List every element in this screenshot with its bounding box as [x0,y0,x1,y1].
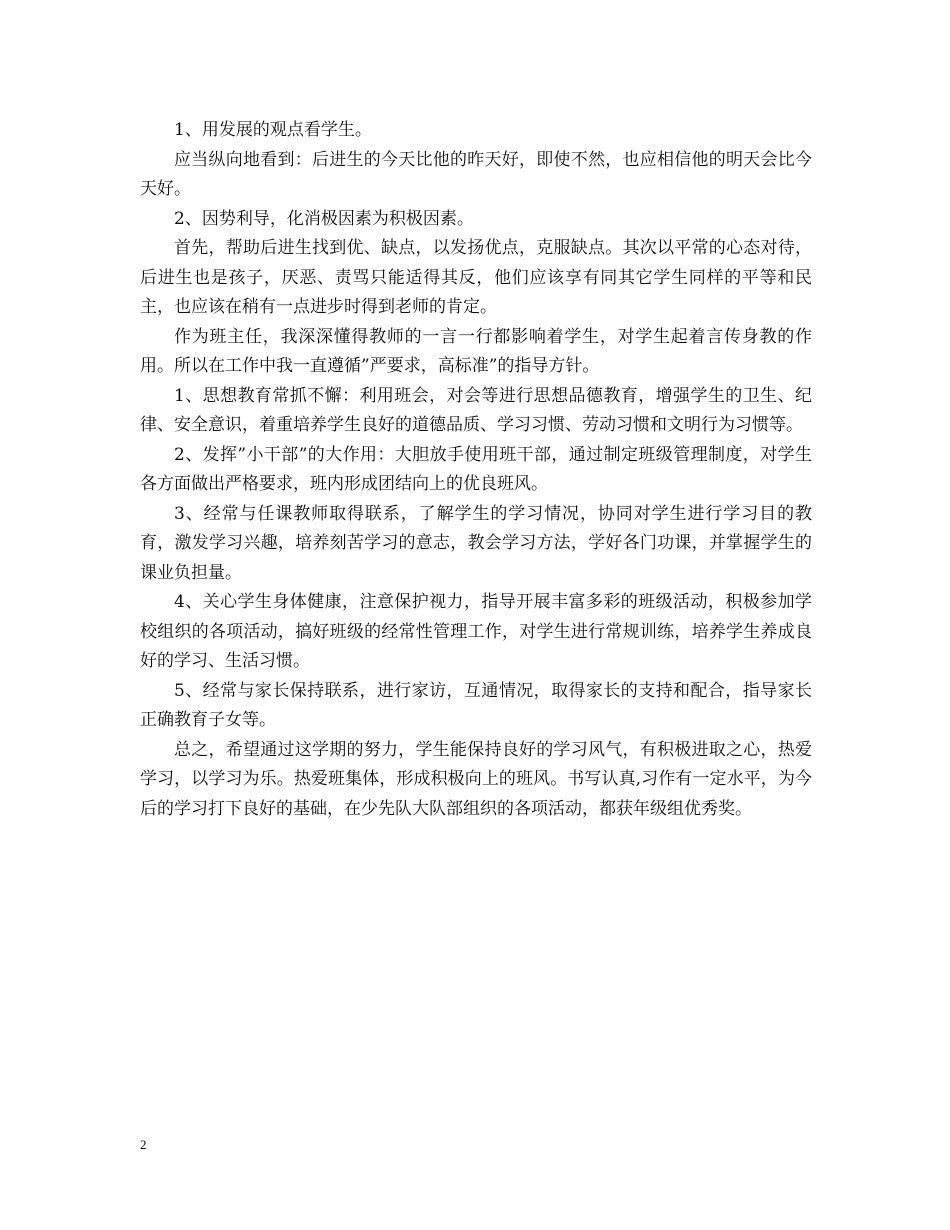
paragraph-7: 2、发挥”小干部”的大作用：大胆放手使用班干部，通过制定班级管理制度，对学生各方面做出严格要求，班内形成团结向上的优良班风。 [140,444,812,494]
paragraph-11: 总之，希望通过这学期的努力，学生能保持良好的学习风气，有积极进取之心，热爱学习，以学习为乐。热爱班集体，形成积极向上的班风。书写认真,习作有一定水平，为今后的学习打下良好的基础，在少先队大队部组织的各项活动，都获年级组优秀奖。 [140,739,812,819]
paragraph-10: 5、经常与家长保持联系，进行家访，互通情况，取得家长的支持和配合，指导家长正确教育子女等。 [140,680,812,730]
paragraph-2: 应当纵向地看到：后进生的今天比他的昨天好，即使不然，也应相信他的明天会比今天好。 [140,149,812,199]
paragraph-1: 1、用发展的观点看学生。 [174,120,372,140]
page-number: 2 [140,1137,147,1152]
paragraph-3: 2、因势利导，化消极因素为积极因素。 [174,208,474,229]
document-body [140,116,812,824]
paragraph-9: 4、关心学生身体健康，注意保护视力，指导开展丰富多彩的班级活动，积极参加学校组织的各项活动，搞好班级的经常性管理工作，对学生进行常规训练，培养学生养成良好的学习、生活习惯。 [140,592,812,671]
paragraph-4: 首先，帮助后进生找到优、缺点，以发扬优点，克服缺点。其次以平常的心态对待，后进生也是孩子，厌恶、责骂只能适得其反，他们应该享有同其它学生同样的平等和民主，也应该在稍有一点进步时得到老师的肯定。 [140,238,812,317]
paragraph-8: 3、经常与任课教师取得联系，了解学生的学习情况，协同对学生进行学习目的教育，激发学习兴趣，培养刻苦学习的意志，教会学习方法，学好各门功课，并掌握学生的课业负担量。 [140,503,812,583]
paragraph-6: 1、思想教育常抓不懈：利用班会，对会等进行思想品德教育，增强学生的卫生、纪律、安全意识，着重培养学生良好的道德品质、学习习惯、劳动习惯和文明行为习惯等。 [140,385,812,435]
paragraph-5: 作为班主任，我深深懂得教师的一言一行都影响着学生，对学生起着言传身教的作用。所以在工作中我一直遵循”严要求，高标准”的指导方针。 [140,326,812,376]
